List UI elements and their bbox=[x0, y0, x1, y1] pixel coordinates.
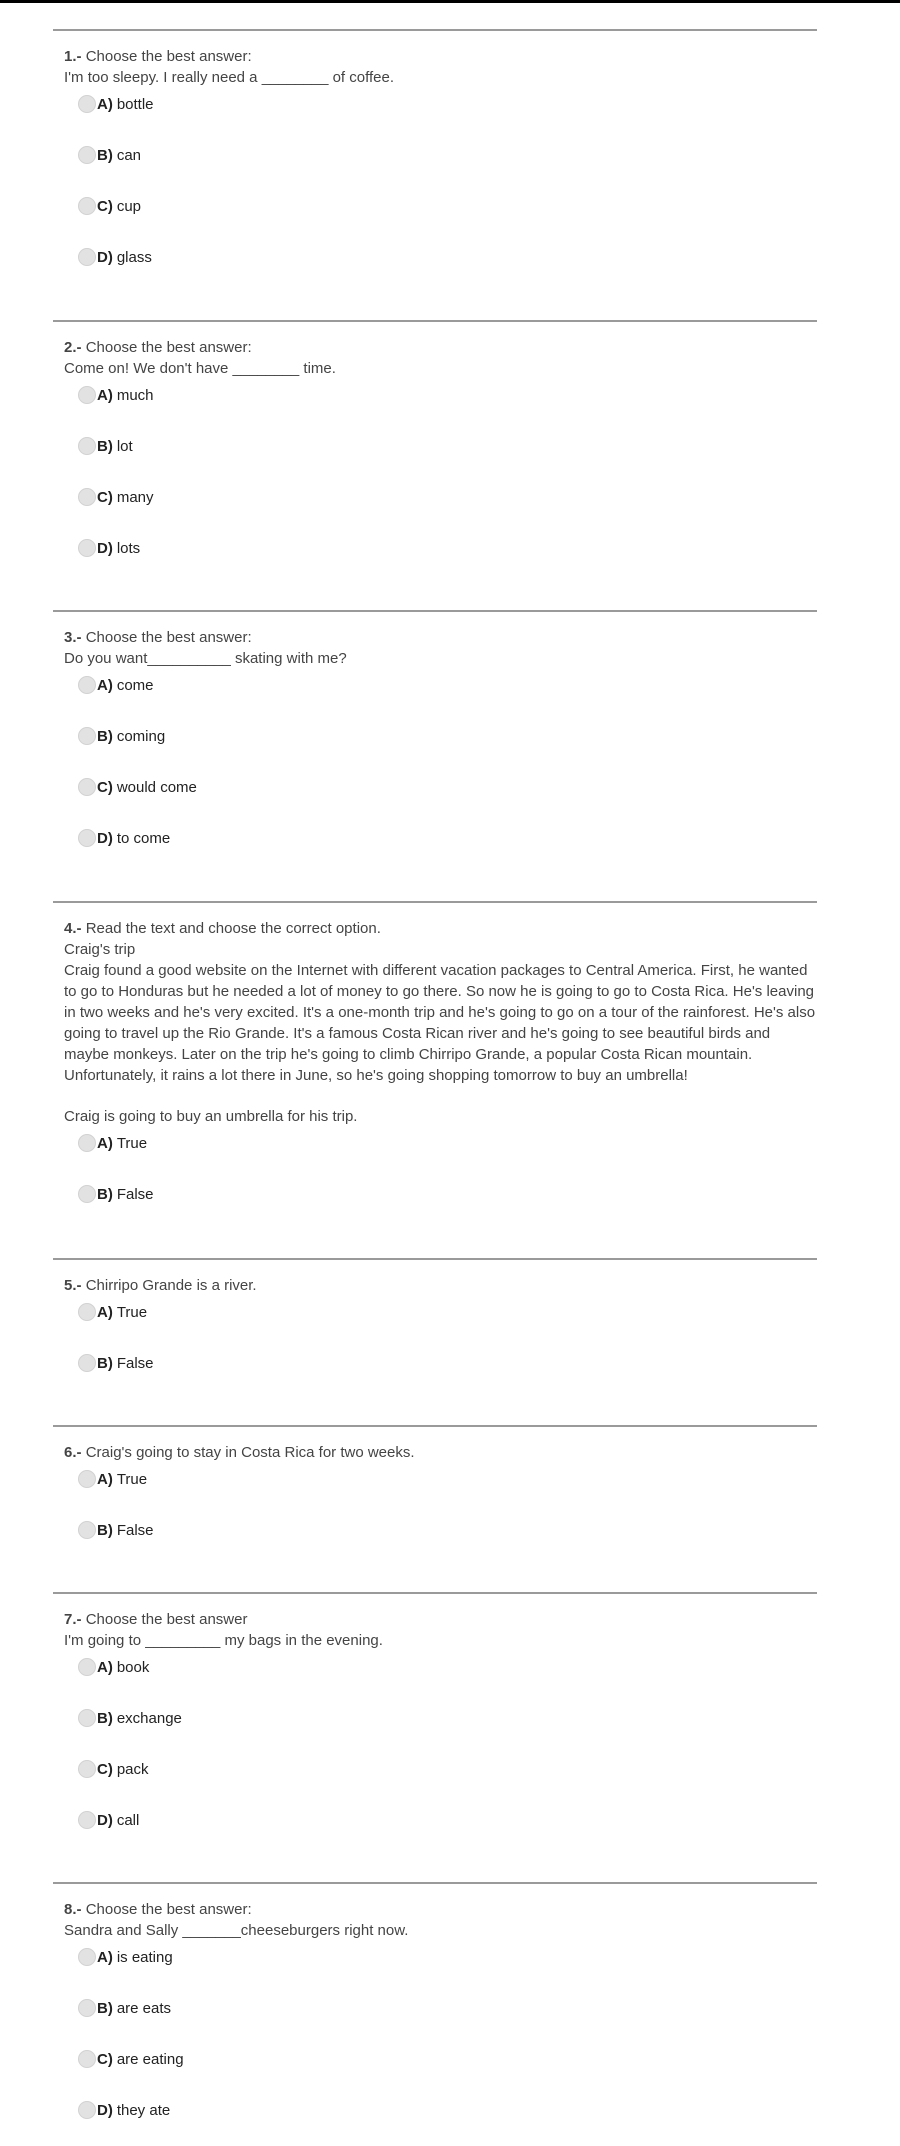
option-b[interactable] bbox=[78, 1351, 154, 1375]
option-c[interactable] bbox=[78, 1757, 149, 1781]
option-a[interactable] bbox=[78, 1945, 173, 1969]
option-letter: D) bbox=[97, 2101, 113, 2119]
option-text: come bbox=[116, 676, 154, 694]
option-text: lot bbox=[116, 437, 133, 455]
question-line bbox=[64, 46, 817, 67]
option-text: coming bbox=[116, 727, 166, 745]
question-instruction: Choose the best answer: bbox=[85, 48, 252, 65]
option-letter: B) bbox=[97, 1521, 113, 1539]
option-text: exchange bbox=[116, 1709, 182, 1727]
radio-button[interactable] bbox=[78, 386, 96, 404]
option-letter: A) bbox=[97, 1303, 113, 1321]
option-text: pack bbox=[116, 1760, 149, 1778]
option-letter: B) bbox=[97, 146, 113, 164]
option-text: can bbox=[116, 146, 142, 164]
option-c[interactable] bbox=[78, 485, 154, 509]
question-line bbox=[64, 627, 817, 648]
passage-title: Craig's trip bbox=[64, 941, 136, 958]
question-line bbox=[64, 1609, 817, 1630]
option-letter: C) bbox=[97, 197, 113, 215]
radio-button[interactable] bbox=[78, 676, 96, 694]
question-line bbox=[64, 337, 817, 358]
question-text bbox=[53, 1427, 817, 1463]
radio-button[interactable] bbox=[78, 778, 96, 796]
option-c[interactable] bbox=[78, 2047, 184, 2071]
option-letter: A) bbox=[97, 386, 113, 404]
radio-button[interactable] bbox=[78, 1354, 96, 1372]
question-prompt: Sandra and Sally _______cheeseburgers right now. bbox=[64, 1922, 409, 1939]
option-letter: A) bbox=[97, 1948, 113, 1966]
option-letter: A) bbox=[97, 676, 113, 694]
question-text bbox=[53, 903, 817, 1127]
option-letter: D) bbox=[97, 248, 113, 266]
question-text bbox=[53, 1594, 817, 1651]
question-number: 5.- bbox=[64, 1277, 82, 1294]
option-text: call bbox=[116, 1811, 140, 1829]
option-letter: C) bbox=[97, 778, 113, 796]
question-5 bbox=[53, 1258, 817, 1372]
question-instruction: Choose the best answer bbox=[85, 1611, 248, 1628]
radio-button[interactable] bbox=[78, 727, 96, 745]
option-letter: B) bbox=[97, 1999, 113, 2017]
option-letter: A) bbox=[97, 1134, 113, 1152]
option-d[interactable] bbox=[78, 1808, 139, 1832]
option-letter: A) bbox=[97, 1470, 113, 1488]
question-line bbox=[64, 1275, 817, 1296]
question-number: 8.- bbox=[64, 1901, 82, 1918]
question-1 bbox=[53, 29, 817, 266]
option-letter: B) bbox=[97, 727, 113, 745]
question-instruction: Choose the best answer: bbox=[85, 629, 252, 646]
radio-button[interactable] bbox=[78, 1999, 96, 2017]
option-text: True bbox=[116, 1134, 148, 1152]
question-text bbox=[53, 612, 817, 669]
option-letter: A) bbox=[97, 1658, 113, 1676]
radio-button[interactable] bbox=[78, 1811, 96, 1829]
question-8 bbox=[53, 1882, 817, 2119]
option-a[interactable] bbox=[78, 1131, 147, 1155]
option-text: False bbox=[116, 1521, 154, 1539]
question-3 bbox=[53, 610, 817, 847]
question-number: 4.- bbox=[64, 920, 82, 937]
option-text: is eating bbox=[116, 1948, 173, 1966]
option-text: glass bbox=[116, 248, 152, 266]
question-statement: Craig's going to stay in Costa Rica for two weeks. bbox=[85, 1444, 415, 1461]
option-text: they ate bbox=[116, 2101, 171, 2119]
radio-button[interactable] bbox=[78, 1521, 96, 1539]
option-letter: D) bbox=[97, 539, 113, 557]
question-6 bbox=[53, 1425, 817, 1539]
option-text: bottle bbox=[116, 95, 154, 113]
option-text: True bbox=[116, 1470, 148, 1488]
question-number: 2.- bbox=[64, 339, 82, 356]
option-a[interactable] bbox=[78, 92, 154, 116]
option-a[interactable] bbox=[78, 1467, 147, 1491]
radio-button[interactable] bbox=[78, 248, 96, 266]
option-b[interactable] bbox=[78, 1182, 154, 1206]
radio-button[interactable] bbox=[78, 1470, 96, 1488]
option-letter: B) bbox=[97, 1354, 113, 1372]
question-number: 1.- bbox=[64, 48, 82, 65]
option-b[interactable] bbox=[78, 724, 165, 748]
radio-button[interactable] bbox=[78, 1185, 96, 1203]
option-letter: B) bbox=[97, 1185, 113, 1203]
option-text: False bbox=[116, 1185, 154, 1203]
question-instruction: Read the text and choose the correct option. bbox=[85, 920, 381, 937]
question-number: 7.- bbox=[64, 1611, 82, 1628]
option-a[interactable] bbox=[78, 673, 154, 697]
option-letter: D) bbox=[97, 1811, 113, 1829]
option-b[interactable] bbox=[78, 143, 141, 167]
option-a[interactable] bbox=[78, 1655, 149, 1679]
spacer bbox=[64, 1086, 817, 1106]
radio-button[interactable] bbox=[78, 2101, 96, 2119]
option-a[interactable] bbox=[78, 383, 154, 407]
option-b[interactable] bbox=[78, 1996, 171, 2020]
radio-button[interactable] bbox=[78, 1658, 96, 1676]
question-instruction: Choose the best answer: bbox=[85, 1901, 252, 1918]
option-d[interactable] bbox=[78, 536, 140, 560]
reading-passage: Craig found a good website on the Internet with different vacation packages to Central America. First, he wanted to go to Honduras but he needed a lot of money to go there. So now he is going to go to Costa Rica. He's leaving in two weeks and he's very excited. It's a one-month trip and he's going to go on a tour of the rainforest. He's also going to travel up the Rio Grande. It's a famous Costa Rican river and he's going to see beautiful birds and maybe monkeys. Later on the trip he's going to climb Chirripo Grande, a popular Costa Rican mountain. Unfortunately, it rains a lot there in June, so he's going shopping tomorrow to buy an umbrella! bbox=[64, 962, 816, 1084]
question-prompt: Come on! We don't have ________ time. bbox=[64, 360, 336, 377]
option-text: False bbox=[116, 1354, 154, 1372]
option-d[interactable] bbox=[78, 826, 170, 850]
option-b[interactable] bbox=[78, 434, 133, 458]
option-text: many bbox=[116, 488, 154, 506]
option-text: True bbox=[116, 1303, 148, 1321]
option-b[interactable] bbox=[78, 1706, 182, 1730]
radio-button[interactable] bbox=[78, 1760, 96, 1778]
question-instruction: Choose the best answer: bbox=[85, 339, 252, 356]
radio-button[interactable] bbox=[78, 829, 96, 847]
question-prompt: I'm too sleepy. I really need a ________ of coffee. bbox=[64, 69, 395, 86]
radio-button[interactable] bbox=[78, 539, 96, 557]
radio-button[interactable] bbox=[78, 488, 96, 506]
radio-button[interactable] bbox=[78, 1134, 96, 1152]
question-prompt: I'm going to _________ my bags in the evening. bbox=[64, 1632, 383, 1649]
question-number: 3.- bbox=[64, 629, 82, 646]
option-letter: C) bbox=[97, 1760, 113, 1778]
option-letter: C) bbox=[97, 488, 113, 506]
question-line bbox=[64, 1899, 817, 1920]
question-number: 6.- bbox=[64, 1444, 82, 1461]
radio-button[interactable] bbox=[78, 437, 96, 455]
question-statement: Craig is going to buy an umbrella for his trip. bbox=[64, 1108, 358, 1125]
option-text: to come bbox=[116, 829, 171, 847]
option-text: are eating bbox=[116, 2050, 184, 2068]
option-text: lots bbox=[116, 539, 141, 557]
option-a[interactable] bbox=[78, 1300, 147, 1324]
question-text bbox=[53, 1884, 817, 1941]
question-line bbox=[64, 918, 817, 939]
option-text: would come bbox=[116, 778, 197, 796]
radio-button[interactable] bbox=[78, 95, 96, 113]
option-text: are eats bbox=[116, 1999, 172, 2017]
question-text bbox=[53, 1260, 817, 1296]
radio-button[interactable] bbox=[78, 146, 96, 164]
question-7 bbox=[53, 1592, 817, 1829]
question-line bbox=[64, 1442, 817, 1463]
question-4 bbox=[53, 901, 817, 1203]
radio-button[interactable] bbox=[78, 1948, 96, 1966]
option-d[interactable] bbox=[78, 245, 152, 269]
option-letter: D) bbox=[97, 829, 113, 847]
radio-button[interactable] bbox=[78, 2050, 96, 2068]
question-statement: Chirripo Grande is a river. bbox=[85, 1277, 257, 1294]
option-c[interactable] bbox=[78, 775, 197, 799]
option-text: cup bbox=[116, 197, 142, 215]
radio-button[interactable] bbox=[78, 1303, 96, 1321]
question-prompt: Do you want__________ skating with me? bbox=[64, 650, 347, 667]
option-letter: B) bbox=[97, 437, 113, 455]
option-d[interactable] bbox=[78, 2098, 170, 2122]
radio-button[interactable] bbox=[78, 1709, 96, 1727]
option-letter: C) bbox=[97, 2050, 113, 2068]
option-b[interactable] bbox=[78, 1518, 154, 1542]
option-letter: B) bbox=[97, 1709, 113, 1727]
option-letter: A) bbox=[97, 95, 113, 113]
question-text bbox=[53, 31, 817, 88]
option-text: book bbox=[116, 1658, 150, 1676]
option-text: much bbox=[116, 386, 154, 404]
question-text bbox=[53, 322, 817, 379]
question-2 bbox=[53, 320, 817, 557]
option-c[interactable] bbox=[78, 194, 141, 218]
top-bar bbox=[0, 0, 900, 3]
radio-button[interactable] bbox=[78, 197, 96, 215]
